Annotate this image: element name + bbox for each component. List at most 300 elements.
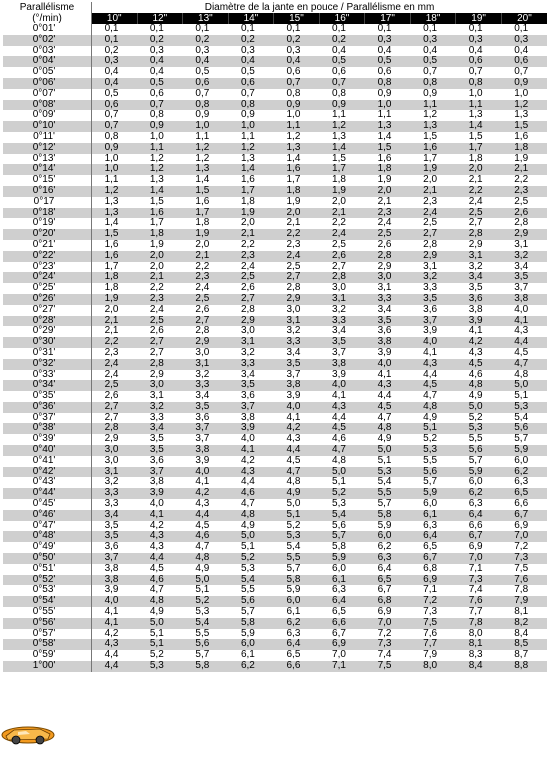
toe-value-cell: 0,5 xyxy=(92,89,138,100)
toe-value-cell: 0,2 xyxy=(228,35,274,46)
toe-value-cell: 6,4 xyxy=(365,564,411,575)
toe-value-cell: 6,6 xyxy=(319,618,365,629)
toe-value-cell: 0,6 xyxy=(274,67,320,78)
toe-value-cell: 2,2 xyxy=(228,240,274,251)
toe-value-cell: 5,6 xyxy=(319,521,365,532)
toe-value-cell: 3,9 xyxy=(92,585,138,596)
toe-value-cell: 3,5 xyxy=(228,380,274,391)
toe-value-cell: 5,6 xyxy=(501,423,547,434)
toe-value-cell: 7,6 xyxy=(501,575,547,586)
toe-value-cell: 5,8 xyxy=(183,661,229,672)
toe-value-cell: 4,6 xyxy=(456,370,502,381)
toe-value-cell: 7,1 xyxy=(410,585,456,596)
toe-value-cell: 0,4 xyxy=(137,56,183,67)
toe-value-cell: 5,2 xyxy=(410,434,456,445)
angle-value: 0°20' xyxy=(32,228,56,240)
toe-value-cell: 4,5 xyxy=(274,456,320,467)
toe-value-cell: 1,3 xyxy=(92,208,138,219)
toe-value-cell: 1,7 xyxy=(410,154,456,165)
toe-value-cell: 2,4 xyxy=(410,208,456,219)
toe-value-cell: 7,3 xyxy=(456,575,502,586)
toe-value-cell: 6,5 xyxy=(365,575,411,586)
toe-value-cell: 2,5 xyxy=(501,197,547,208)
toe-value-cell: 3,9 xyxy=(410,326,456,337)
angle-value: 0°18' xyxy=(32,206,56,218)
table-row xyxy=(3,89,547,100)
toe-value-cell: 2,1 xyxy=(92,316,138,327)
toe-value-cell: 4,6 xyxy=(183,531,229,542)
angle-value: 0°33' xyxy=(32,368,56,380)
toe-value-cell: 2,6 xyxy=(137,326,183,337)
toe-value-cell: 0,2 xyxy=(183,35,229,46)
toe-value-cell: 8,0 xyxy=(410,661,456,672)
toe-value-cell: 0,4 xyxy=(274,56,320,67)
toe-value-cell: 0,2 xyxy=(137,35,183,46)
toe-value-cell: 5,7 xyxy=(365,499,411,510)
toe-value-cell: 6,8 xyxy=(410,564,456,575)
toe-value-cell: 5,2 xyxy=(456,413,502,424)
toe-value-cell: 0,9 xyxy=(92,143,138,154)
toe-value-cell: 1,9 xyxy=(410,164,456,175)
table-row xyxy=(3,639,547,650)
toe-value-cell: 6,5 xyxy=(274,650,320,661)
table-row xyxy=(3,607,547,618)
table-row xyxy=(3,294,547,305)
toe-value-cell: 0,1 xyxy=(92,35,138,46)
toe-value-cell: 2,3 xyxy=(183,272,229,283)
toe-value-cell: 2,2 xyxy=(456,186,502,197)
toe-value-cell: 3,2 xyxy=(92,477,138,488)
toe-value-cell: 1,9 xyxy=(319,186,365,197)
toe-value-cell: 8,4 xyxy=(456,661,502,672)
toe-value-cell: 0,6 xyxy=(92,100,138,111)
toe-value-cell: 3,4 xyxy=(92,510,138,521)
toe-value-cell: 0,9 xyxy=(228,110,274,121)
toe-value-cell: 6,2 xyxy=(274,618,320,629)
toe-value-cell: 5,9 xyxy=(365,521,411,532)
toe-value-cell: 0,4 xyxy=(92,67,138,78)
toe-value-cell: 1,6 xyxy=(183,197,229,208)
toe-value-cell: 3,7 xyxy=(410,316,456,327)
toe-value-cell: 4,2 xyxy=(456,337,502,348)
toe-value-cell: 0,7 xyxy=(92,121,138,132)
toe-value-cell: 2,1 xyxy=(92,326,138,337)
angle-value: 1°00' xyxy=(32,660,56,672)
toe-value-cell: 5,5 xyxy=(456,434,502,445)
toe-value-cell: 0,5 xyxy=(319,56,365,67)
toe-value-cell: 8,1 xyxy=(456,639,502,650)
toe-value-cell: 3,7 xyxy=(319,348,365,359)
toe-value-cell: 0,6 xyxy=(501,56,547,67)
toe-value-cell: 0,8 xyxy=(137,110,183,121)
toe-value-cell: 4,4 xyxy=(501,337,547,348)
toe-value-cell: 1,0 xyxy=(365,100,411,111)
toe-value-cell: 3,7 xyxy=(137,467,183,478)
toe-value-cell: 6,8 xyxy=(365,596,411,607)
toe-value-cell: 2,7 xyxy=(183,316,229,327)
toe-value-cell: 7,3 xyxy=(410,607,456,618)
toe-value-cell: 3,9 xyxy=(183,456,229,467)
toe-value-cell: 3,9 xyxy=(228,423,274,434)
toe-value-cell: 5,6 xyxy=(410,467,456,478)
toe-value-cell: 2,7 xyxy=(137,337,183,348)
toe-value-cell: 4,5 xyxy=(501,348,547,359)
toe-value-cell: 3,9 xyxy=(456,316,502,327)
toe-value-cell: 6,3 xyxy=(410,521,456,532)
toe-value-cell: 0,9 xyxy=(183,110,229,121)
toe-value-cell: 1,6 xyxy=(137,208,183,219)
toe-value-cell: 0,7 xyxy=(456,67,502,78)
toe-value-cell: 4,4 xyxy=(274,445,320,456)
toe-value-cell: 1,7 xyxy=(92,262,138,273)
angle-value: 0°29' xyxy=(32,325,56,337)
toe-value-cell: 4,5 xyxy=(183,521,229,532)
angle-value: 0°21' xyxy=(32,238,56,250)
table-row xyxy=(3,316,547,327)
toe-value-cell: 3,5 xyxy=(319,337,365,348)
toe-value-cell: 4,3 xyxy=(319,402,365,413)
toe-value-cell: 2,3 xyxy=(137,294,183,305)
toe-value-cell: 1,2 xyxy=(183,143,229,154)
toe-value-cell: 5,0 xyxy=(365,445,411,456)
toe-value-cell: 1,3 xyxy=(228,154,274,165)
toe-value-cell: 2,0 xyxy=(456,164,502,175)
toe-value-cell: 1,1 xyxy=(137,143,183,154)
toe-value-cell: 5,4 xyxy=(228,575,274,586)
toe-value-cell: 1,2 xyxy=(319,121,365,132)
table-body xyxy=(3,24,547,672)
toe-value-cell: 1,3 xyxy=(92,197,138,208)
toe-value-cell: 5,9 xyxy=(274,585,320,596)
toe-value-cell: 4,8 xyxy=(319,456,365,467)
toe-value-cell: 5,1 xyxy=(501,391,547,402)
toe-value-cell: 1,4 xyxy=(137,186,183,197)
toe-value-cell: 3,4 xyxy=(365,305,411,316)
toe-value-cell: 5,9 xyxy=(228,629,274,640)
toe-value-cell: 3,1 xyxy=(92,467,138,478)
toe-value-cell: 0,9 xyxy=(501,78,547,89)
toe-value-cell: 4,1 xyxy=(274,413,320,424)
angle-value: 0°09' xyxy=(32,109,56,121)
toe-value-cell: 1,2 xyxy=(137,164,183,175)
toe-value-cell: 4,1 xyxy=(183,477,229,488)
toe-value-cell: 6,4 xyxy=(410,531,456,542)
toe-value-cell: 7,1 xyxy=(456,564,502,575)
toe-value-cell: 1,4 xyxy=(228,164,274,175)
toe-value-cell: 2,9 xyxy=(410,251,456,262)
toe-value-cell: 4,5 xyxy=(137,564,183,575)
toe-value-cell: 2,7 xyxy=(410,229,456,240)
toe-value-cell: 6,7 xyxy=(501,510,547,521)
toe-value-cell: 6,7 xyxy=(456,531,502,542)
toe-value-cell: 5,8 xyxy=(319,542,365,553)
angle-value: 0°31' xyxy=(32,346,56,358)
rim-size-header: 17" xyxy=(365,13,411,24)
toe-value-cell: 1,5 xyxy=(92,229,138,240)
toe-value-cell: 1,6 xyxy=(365,154,411,165)
toe-value-cell: 2,1 xyxy=(228,229,274,240)
toe-value-cell: 1,0 xyxy=(92,164,138,175)
toe-value-cell: 4,8 xyxy=(410,402,456,413)
toe-value-cell: 6,1 xyxy=(410,510,456,521)
toe-value-cell: 2,4 xyxy=(365,218,411,229)
angle-value: 0°27' xyxy=(32,303,56,315)
toe-value-cell: 1,7 xyxy=(456,143,502,154)
toe-value-cell: 0,3 xyxy=(274,46,320,57)
toe-value-cell: 5,8 xyxy=(228,618,274,629)
toe-value-cell: 5,4 xyxy=(274,542,320,553)
toe-value-cell: 0,2 xyxy=(319,35,365,46)
toe-value-cell: 0,4 xyxy=(319,46,365,57)
toe-value-cell: 4,4 xyxy=(137,553,183,564)
table-row xyxy=(3,78,547,89)
toe-value-cell: 4,3 xyxy=(92,639,138,650)
toe-value-cell: 2,9 xyxy=(183,337,229,348)
toe-value-cell: 2,5 xyxy=(92,380,138,391)
toe-value-cell: 2,5 xyxy=(183,294,229,305)
toe-value-cell: 3,5 xyxy=(92,521,138,532)
toe-value-cell: 6,3 xyxy=(501,477,547,488)
toe-value-cell: 6,9 xyxy=(501,521,547,532)
toe-value-cell: 1,2 xyxy=(274,132,320,143)
toe-value-cell: 5,4 xyxy=(365,477,411,488)
toe-value-cell: 2,2 xyxy=(319,218,365,229)
angle-value: 0°42' xyxy=(32,465,56,477)
toe-value-cell: 5,3 xyxy=(137,661,183,672)
toe-value-cell: 4,5 xyxy=(410,380,456,391)
toe-value-cell: 5,0 xyxy=(183,575,229,586)
toe-value-cell: 1,2 xyxy=(183,154,229,165)
toe-value-cell: 3,4 xyxy=(501,262,547,273)
table-row xyxy=(3,35,547,46)
toe-value-cell: 6,2 xyxy=(501,467,547,478)
toe-value-cell: 4,8 xyxy=(274,477,320,488)
angle-cell xyxy=(3,35,92,46)
toe-value-cell: 0,1 xyxy=(410,24,456,35)
toe-value-cell: 1,6 xyxy=(228,175,274,186)
toe-value-cell: 3,8 xyxy=(319,359,365,370)
angle-value: 0°03' xyxy=(32,44,56,56)
toe-value-cell: 1,1 xyxy=(365,110,411,121)
toe-value-cell: 6,1 xyxy=(228,650,274,661)
table-row xyxy=(3,56,547,67)
rim-size-header: 13" xyxy=(183,13,229,24)
toe-value-cell: 4,1 xyxy=(319,391,365,402)
angle-value: 0°34' xyxy=(32,379,56,391)
toe-value-cell: 1,1 xyxy=(274,121,320,132)
toe-value-cell: 6,3 xyxy=(456,499,502,510)
toe-value-cell: 1,7 xyxy=(319,164,365,175)
toe-value-cell: 0,7 xyxy=(410,67,456,78)
angle-cell xyxy=(3,359,92,370)
toe-value-cell: 4,1 xyxy=(137,510,183,521)
toe-value-cell: 4,5 xyxy=(456,359,502,370)
toe-value-cell: 7,2 xyxy=(501,542,547,553)
toe-value-cell: 0,8 xyxy=(274,89,320,100)
toe-value-cell: 4,0 xyxy=(501,305,547,316)
toe-value-cell: 6,4 xyxy=(274,639,320,650)
toe-value-cell: 0,8 xyxy=(183,100,229,111)
toe-value-cell: 5,7 xyxy=(274,564,320,575)
toe-value-cell: 2,8 xyxy=(319,272,365,283)
toe-value-cell: 2,7 xyxy=(92,402,138,413)
toe-value-cell: 2,4 xyxy=(137,305,183,316)
toe-value-cell: 4,1 xyxy=(365,370,411,381)
toe-value-cell: 2,8 xyxy=(274,283,320,294)
toe-value-cell: 2,4 xyxy=(92,370,138,381)
toe-value-cell: 4,7 xyxy=(319,445,365,456)
angle-value: 0°49' xyxy=(32,541,56,553)
toe-value-cell: 3,1 xyxy=(410,262,456,273)
toe-value-cell: 1,7 xyxy=(137,218,183,229)
toe-value-cell: 4,1 xyxy=(92,607,138,618)
toe-value-cell: 0,4 xyxy=(365,46,411,57)
toe-value-cell: 1,5 xyxy=(183,186,229,197)
toe-value-cell: 3,2 xyxy=(137,402,183,413)
angle-value: 0°25' xyxy=(32,282,56,294)
toe-value-cell: 2,3 xyxy=(501,186,547,197)
table-row xyxy=(3,510,547,521)
toe-value-cell: 0,4 xyxy=(92,78,138,89)
toe-value-cell: 5,0 xyxy=(501,380,547,391)
toe-value-cell: 3,7 xyxy=(228,402,274,413)
toe-value-cell: 7,9 xyxy=(501,596,547,607)
toe-value-cell: 4,4 xyxy=(92,650,138,661)
toe-value-cell: 5,5 xyxy=(228,585,274,596)
toe-value-cell: 1,6 xyxy=(92,240,138,251)
toe-value-cell: 4,4 xyxy=(410,370,456,381)
toe-value-cell: 0,4 xyxy=(228,56,274,67)
toe-value-cell: 1,2 xyxy=(137,154,183,165)
toe-value-cell: 5,2 xyxy=(319,488,365,499)
toe-value-cell: 1,4 xyxy=(456,121,502,132)
toe-value-cell: 0,4 xyxy=(501,46,547,57)
table-row xyxy=(3,596,547,607)
toe-value-cell: 4,9 xyxy=(365,434,411,445)
toe-value-cell: 0,6 xyxy=(183,78,229,89)
toe-value-cell: 4,0 xyxy=(365,359,411,370)
toe-value-cell: 8,8 xyxy=(501,661,547,672)
toe-value-cell: 0,8 xyxy=(319,89,365,100)
toe-value-cell: 5,5 xyxy=(274,553,320,564)
toe-value-cell: 3,8 xyxy=(228,413,274,424)
toe-value-cell: 5,2 xyxy=(228,553,274,564)
toe-value-cell: 2,1 xyxy=(183,251,229,262)
angle-value: 0°23' xyxy=(32,260,56,272)
toe-value-cell: 2,5 xyxy=(274,262,320,273)
toe-value-cell: 3,5 xyxy=(274,359,320,370)
toe-value-cell: 1,0 xyxy=(183,121,229,132)
table-row xyxy=(3,132,547,143)
toe-value-cell: 3,3 xyxy=(410,283,456,294)
toe-value-cell: 5,3 xyxy=(365,467,411,478)
toe-value-cell: 3,8 xyxy=(456,305,502,316)
toe-value-cell: 4,4 xyxy=(92,661,138,672)
toe-value-cell: 4,3 xyxy=(137,531,183,542)
toe-value-cell: 2,9 xyxy=(137,370,183,381)
toe-value-cell: 6,7 xyxy=(365,585,411,596)
toe-value-cell: 1,0 xyxy=(274,110,320,121)
toe-value-cell: 1,8 xyxy=(274,186,320,197)
table-row xyxy=(3,326,547,337)
toe-value-cell: 2,8 xyxy=(137,359,183,370)
toe-value-cell: 0,5 xyxy=(410,56,456,67)
toe-value-cell: 4,8 xyxy=(228,510,274,521)
table-row xyxy=(3,488,547,499)
table-row xyxy=(3,585,547,596)
toe-value-cell: 0,1 xyxy=(501,24,547,35)
toe-value-cell: 5,8 xyxy=(365,510,411,521)
toe-value-cell: 1,0 xyxy=(501,89,547,100)
toe-value-cell: 1,4 xyxy=(274,154,320,165)
toe-value-cell: 1,5 xyxy=(410,132,456,143)
angle-value: 0°28' xyxy=(32,314,56,326)
toe-value-cell: 3,3 xyxy=(274,337,320,348)
toe-value-cell: 0,9 xyxy=(274,100,320,111)
toe-value-cell: 1,1 xyxy=(456,100,502,111)
toe-value-cell: 1,9 xyxy=(183,229,229,240)
toe-value-cell: 2,5 xyxy=(410,218,456,229)
toe-value-cell: 6,9 xyxy=(319,639,365,650)
toe-value-cell: 2,8 xyxy=(228,305,274,316)
angle-value: 0°47' xyxy=(32,519,56,531)
toe-value-cell: 0,2 xyxy=(92,46,138,57)
toe-value-cell: 3,3 xyxy=(183,380,229,391)
rim-size-header: 18" xyxy=(410,13,456,24)
toe-value-cell: 7,2 xyxy=(365,629,411,640)
toe-value-cell: 2,4 xyxy=(274,251,320,262)
angle-value: 0°44' xyxy=(32,487,56,499)
toe-value-cell: 1,3 xyxy=(365,121,411,132)
toe-value-cell: 3,0 xyxy=(228,326,274,337)
toe-value-cell: 5,3 xyxy=(228,564,274,575)
toe-value-cell: 0,1 xyxy=(228,24,274,35)
toe-value-cell: 3,1 xyxy=(365,283,411,294)
toe-value-cell: 6,9 xyxy=(410,575,456,586)
toe-value-cell: 7,5 xyxy=(501,564,547,575)
toe-value-cell: 0,4 xyxy=(410,46,456,57)
toe-value-cell: 6,4 xyxy=(456,510,502,521)
toe-value-cell: 3,5 xyxy=(92,531,138,542)
angle-value: 0°24' xyxy=(32,271,56,283)
table-row xyxy=(3,110,547,121)
toe-value-cell: 5,2 xyxy=(183,596,229,607)
toe-value-cell: 1,0 xyxy=(137,132,183,143)
toe-value-cell: 5,1 xyxy=(183,585,229,596)
table-row xyxy=(3,661,547,672)
angle-value: 0°17 xyxy=(33,195,55,207)
toe-value-cell: 1,8 xyxy=(92,272,138,283)
angle-value: 0°13' xyxy=(32,152,56,164)
toe-value-cell: 1,4 xyxy=(319,143,365,154)
toe-value-cell: 2,1 xyxy=(137,272,183,283)
toe-value-cell: 4,3 xyxy=(137,542,183,553)
toe-value-cell: 7,7 xyxy=(410,639,456,650)
angle-value: 0°46' xyxy=(32,508,56,520)
rim-size-header: 10" xyxy=(92,13,138,24)
toe-value-cell: 6,0 xyxy=(365,531,411,542)
toe-value-cell: 4,8 xyxy=(137,596,183,607)
toe-value-cell: 6,0 xyxy=(456,477,502,488)
parallelism-column-header xyxy=(3,2,92,24)
toe-value-cell: 0,3 xyxy=(92,56,138,67)
toe-value-cell: 0,8 xyxy=(228,100,274,111)
toe-value-cell: 2,2 xyxy=(183,262,229,273)
toe-value-cell: 2,1 xyxy=(319,208,365,219)
toe-value-cell: 6,4 xyxy=(319,596,365,607)
toe-value-cell: 3,3 xyxy=(365,294,411,305)
angle-value: 0°59' xyxy=(32,649,56,661)
